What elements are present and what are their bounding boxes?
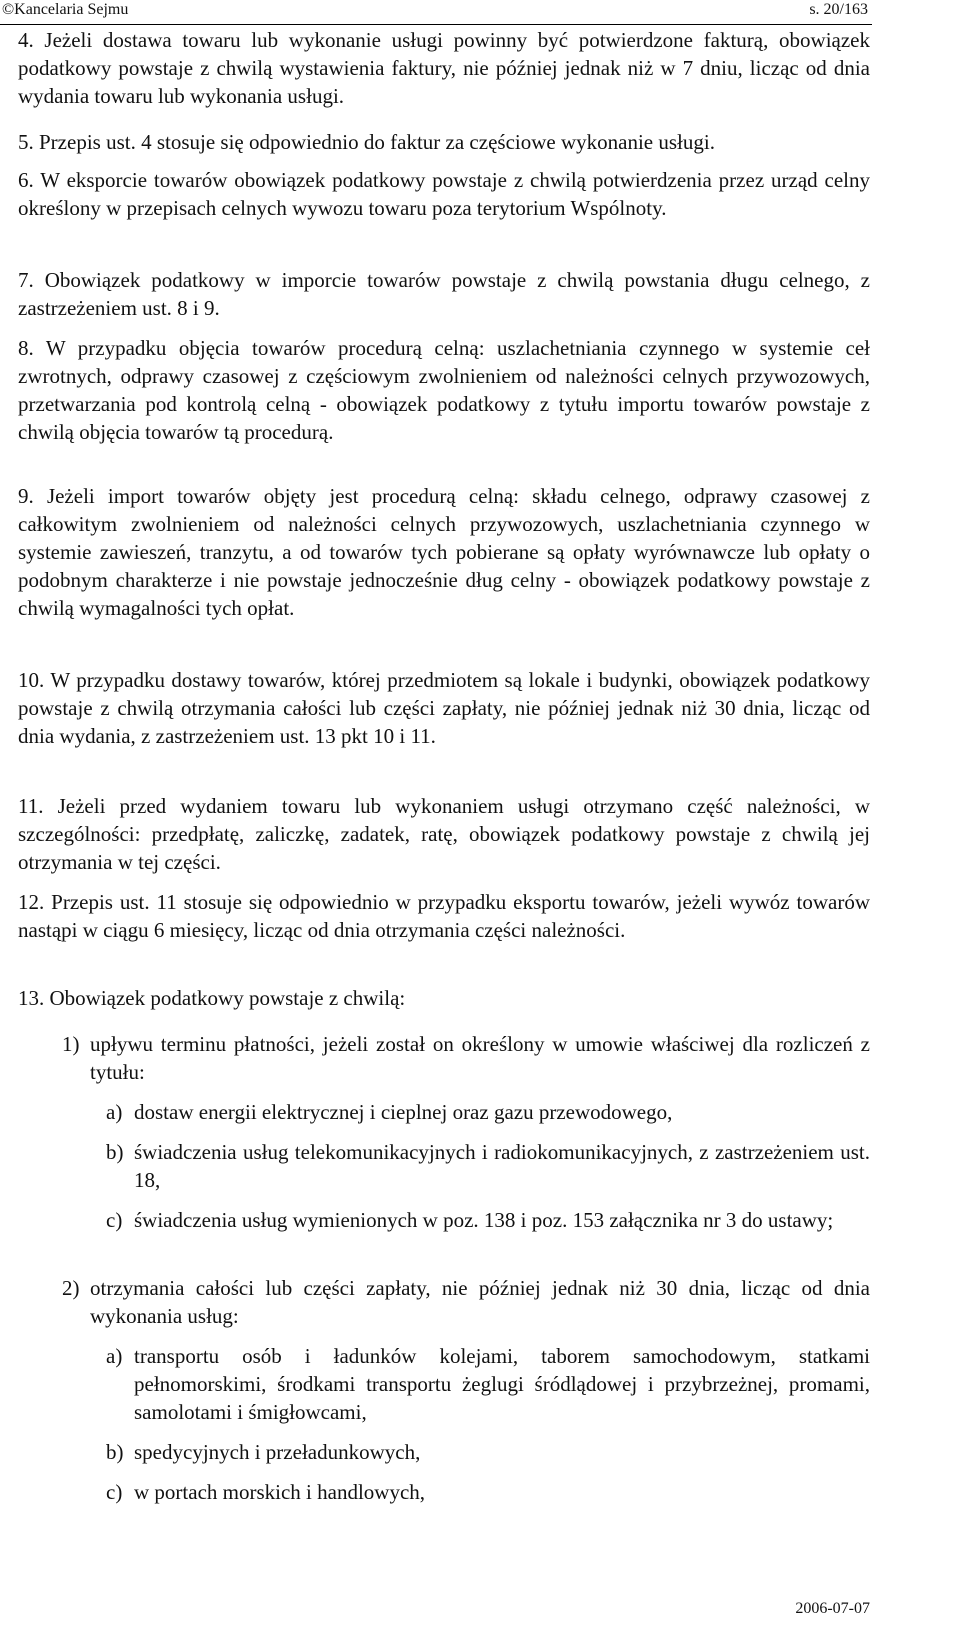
copyright-label: ©Kancelaria Sejmu <box>2 1 129 18</box>
point-2 <box>62 1274 870 1330</box>
letter-text: dostaw energii elektrycznej i cieplnej oraz gazu przewodowego, <box>134 1100 673 1124</box>
point-label: 2) <box>62 1276 80 1300</box>
paragraph-6: 6. W eksporcie towarów obowiązek podatkowy powstaje z chwilą potwierdzenia przez urząd celny określony w przepisach celnych wywozu towaru poza terytorium Wspólnoty. <box>18 168 870 220</box>
point-2-letter-b <box>106 1438 870 1466</box>
point-2-letter-c <box>106 1478 870 1506</box>
document-date: 2006-07-07 <box>795 1600 870 1617</box>
paragraph-12: 12. Przepis ust. 11 stosuje się odpowiednio w przypadku eksportu towarów, jeżeli wywóz towarów nastąpi w ciągu 6 miesięcy, licząc od dnia otrzymania części należności. <box>18 890 870 942</box>
letter-text: transportu osób i ładunków kolejami, taborem samochodowym, statkami pełnomorskimi, środkami transportu żeglugi śródlądowej i przybrzeżnej, promami, samolotami i śmigłowcami, <box>134 1344 870 1424</box>
point-2-letter-a <box>106 1342 870 1426</box>
point-1 <box>62 1030 870 1086</box>
letter-text: spedycyjnych i przeładunkowych, <box>134 1440 421 1464</box>
point-label: 1) <box>62 1032 80 1056</box>
page-header <box>0 0 872 25</box>
page-number: s. 20/163 <box>809 1 868 18</box>
letter-text: świadczenia usług wymienionych w poz. 138 i poz. 153 załącznika nr 3 do ustawy; <box>134 1208 834 1232</box>
paragraph-10: 10. W przypadku dostawy towarów, której przedmiotem są lokale i budynki, obowiązek podatkowy powstaje z chwilą otrzymania całości lub części zapłaty, nie później jednak niż 30 dnia, licząc od dnia wydania, z zastrzeżeniem ust. 13 pkt 10 i 11. <box>18 668 871 748</box>
letter-label: c) <box>106 1208 123 1232</box>
paragraph-9: 9. Jeżeli import towarów objęty jest procedurą celną: składu celnego, odprawy czasowej z całkowitym zwolnieniem od należności celnych przywozowych, uszlachetniania czynnego w systemie zawieszeń, tranzytu, a od towarów tych pobierane są opłaty wyrównawcze lub opłaty o podobnym charakterze i nie powstaje jednocześnie dług celny - obowiązek podatkowy powstaje z chwilą wymagalności tych opłat. <box>18 484 870 620</box>
paragraph-4: 4. Jeżeli dostawa towaru lub wykonanie usługi powinny być potwierdzone fakturą, obowiązek podatkowy powstaje z chwilą wystawienia faktury, nie później jednak niż w 7 dniu, licząc od dnia wydania towaru lub wykonania usługi. <box>18 28 870 108</box>
letter-text: świadczenia usług telekomunikacyjnych i radiokomunikacyjnych, z zastrzeżeniem ust. 18, <box>134 1140 870 1192</box>
point-1-letter-c <box>106 1206 870 1234</box>
letter-label: c) <box>106 1480 123 1504</box>
letter-text: w portach morskich i handlowych, <box>134 1480 426 1504</box>
paragraph-8: 8. W przypadku objęcia towarów procedurą celną: uszlachetniania czynnego w systemie ceł zwrotnych, odprawy czasowej z częściowym zwolnieniem od należności celnych przywozowych, przetwarzania pod kontrolą celną - obowiązek podatkowy z tytułu importu towarów powstaje z chwilą objęcia towarów tą procedurą. <box>18 336 870 444</box>
paragraph-11: 11. Jeżeli przed wydaniem towaru lub wykonaniem usługi otrzymano część należności, w szczególności: przedpłatę, zaliczkę, zadatek, ratę, obowiązek podatkowy powstaje z chwilą jej otrzymania w tej części. <box>18 794 870 874</box>
letter-label: a) <box>106 1100 123 1124</box>
letter-label: a) <box>106 1344 123 1368</box>
paragraph-13: 13. Obowiązek podatkowy powstaje z chwilą: <box>18 986 406 1010</box>
point-1-letter-b <box>106 1138 870 1194</box>
paragraph-7: 7. Obowiązek podatkowy w imporcie towarów powstaje z chwilą powstania długu celnego, z zastrzeżeniem ust. 8 i 9. <box>18 268 870 320</box>
letter-label: b) <box>106 1440 124 1464</box>
point-1-letter-a <box>106 1098 870 1126</box>
point-text: otrzymania całości lub części zapłaty, nie później jednak niż 30 dnia, licząc od dnia wykonania usług: <box>90 1276 870 1328</box>
paragraph-5: 5. Przepis ust. 4 stosuje się odpowiednio do faktur za częściowe wykonanie usługi. <box>18 130 715 154</box>
letter-label: b) <box>106 1140 124 1164</box>
point-text: upływu terminu płatności, jeżeli został on określony w umowie właściwej dla rozliczeń z tytułu: <box>90 1032 870 1084</box>
